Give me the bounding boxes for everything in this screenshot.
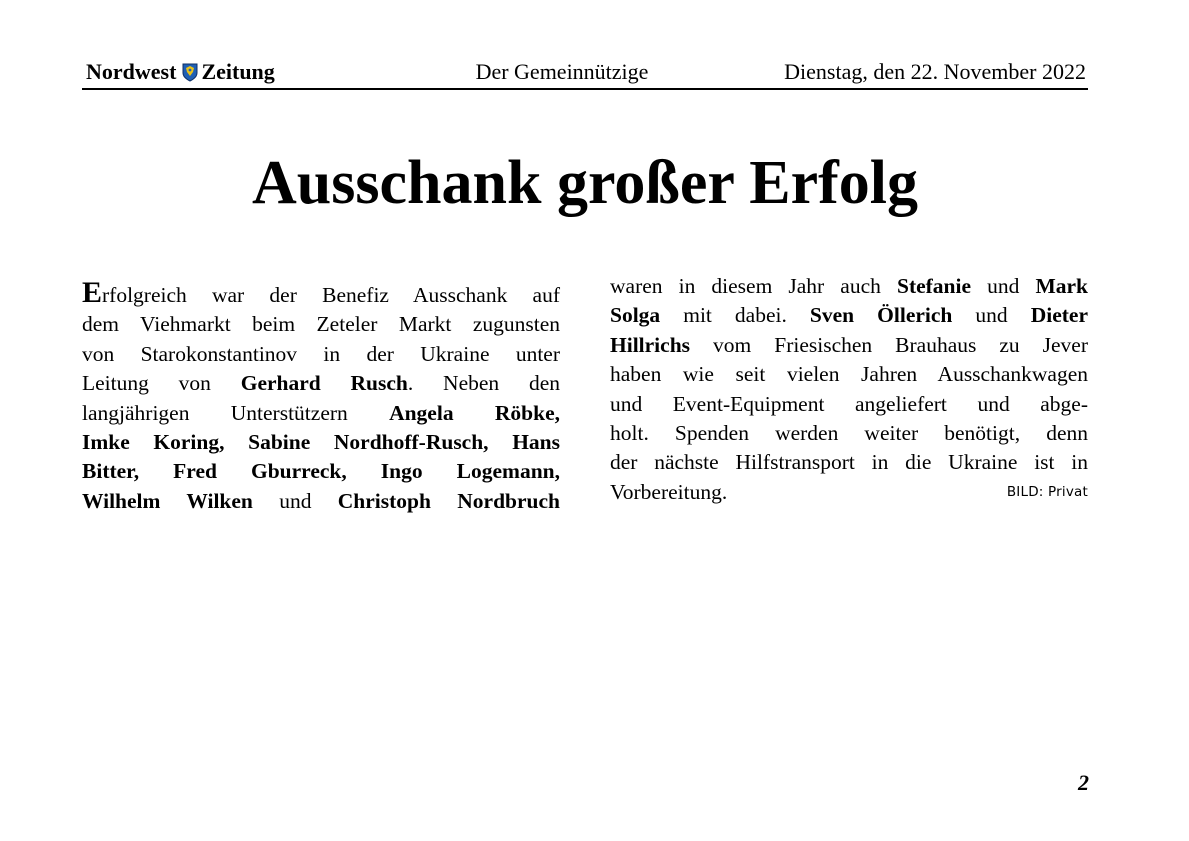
- text-line: [82, 487, 560, 516]
- issue-date: Dienstag, den 22. November 2022: [784, 59, 1086, 84]
- article-column-left: [82, 276, 561, 516]
- text-span: langjährigen Unterstützern: [82, 400, 390, 425]
- text-line: haben wie seit vielen Jahren Ausschankwagen: [610, 362, 1088, 387]
- text-span: und: [952, 303, 1031, 328]
- person-name: Christoph Nordbruch: [337, 488, 560, 513]
- text-span: vom Friesischen Brauhaus zu Jever: [690, 332, 1088, 357]
- page-number: 2: [1078, 770, 1089, 795]
- text-line: [610, 272, 1088, 301]
- person-name: Dieter: [1030, 303, 1089, 328]
- text-line: und Event-Equipment angeliefert und abge-: [610, 391, 1088, 416]
- person-name: Imke Koring, Sabine Nordhoff-Rusch, Hans: [82, 430, 560, 455]
- text-line: [610, 478, 1088, 507]
- text-span: und: [252, 488, 338, 513]
- section-title: Der Gemeinnützige: [475, 59, 649, 84]
- text-line: [82, 369, 560, 398]
- coat-of-arms-icon: [182, 63, 198, 82]
- person-name: Hillrichs: [610, 332, 691, 357]
- drop-cap: E: [82, 276, 103, 309]
- text-span: waren in diesem Jahr auch: [610, 274, 897, 298]
- text-span: mit dabei.: [660, 303, 810, 328]
- person-name: Solga: [610, 303, 661, 328]
- person-name: Wilhelm Wilken: [82, 488, 253, 513]
- text-line: [82, 276, 560, 310]
- brand-name-right: Zeitung: [201, 59, 275, 84]
- text-line: [82, 457, 560, 486]
- text-line: von Starokonstantinov in der Ukraine unter: [82, 341, 560, 366]
- brand-name-left: Nordwest: [86, 59, 177, 84]
- article-column-right: [610, 272, 1088, 507]
- person-name: Gerhard Rusch: [240, 371, 408, 396]
- article-headline: Ausschank großer Erfolg: [251, 149, 918, 217]
- text-line: der nächste Hilfstransport in die Ukraine ist in: [610, 450, 1088, 475]
- person-name: Bitter, Fred Gburreck, Ingo Logemann,: [82, 459, 560, 484]
- newspaper-brand[interactable]: [86, 59, 275, 85]
- person-name: Stefanie: [896, 274, 972, 298]
- masthead: [82, 58, 1088, 90]
- text-line: [82, 399, 560, 428]
- text-line: [82, 428, 560, 457]
- text-line: [610, 301, 1088, 330]
- person-name: Mark: [1035, 274, 1088, 298]
- text-span: Leitung von: [82, 371, 241, 396]
- person-name: Sven Öllerich: [809, 303, 953, 328]
- text-span: und: [971, 274, 1036, 298]
- text-span: rfolgreich war der Benefiz Ausschank auf: [102, 283, 560, 307]
- text-line: [610, 331, 1088, 360]
- photo-credit: BILD: Privat: [1006, 483, 1088, 500]
- text-span: Vorbereitung.: [610, 479, 728, 504]
- text-line: dem Viehmarkt beim Zeteler Markt zugunsten: [82, 312, 560, 337]
- text-line: holt. Spenden werden weiter benötigt, denn: [610, 421, 1088, 446]
- person-name: Angela Röbke,: [389, 400, 560, 425]
- text-span: . Neben den: [407, 371, 561, 396]
